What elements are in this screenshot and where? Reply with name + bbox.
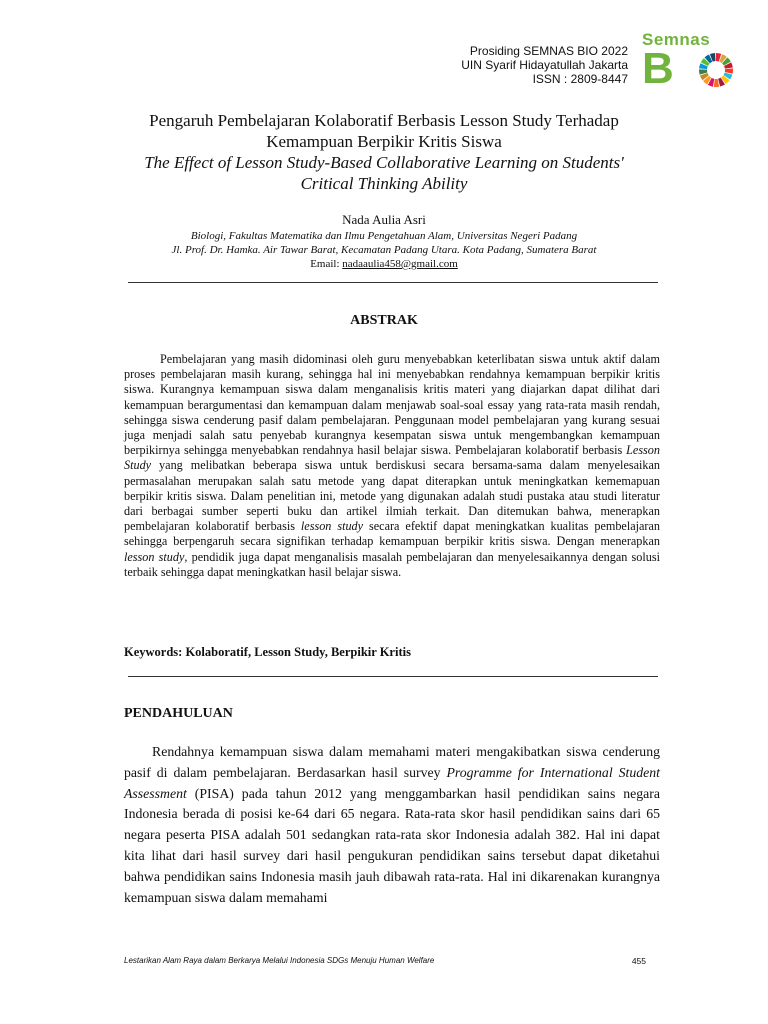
footer-tagline: Lestarikan Alam Raya dalam Berkarya Melalui Indonesia SDGs Menuju Human Welfare [124, 956, 435, 965]
introduction-body: Rendahnya kemampuan siswa dalam memahami materi mengakibatkan siswa cenderung pasif di dalam pembelajaran. Berdasarkan hasil survey Programme for International Student Assessment (PISA) pada tahun 2012 yang menggambarkan hasil pendidikan sains negara Indonesia berada di posisi ke-64 dari 65 negara. Rata-rata skor hasil pendidikan sains dari 65 negara peserta PISA adalah 501 sedangkan rata-rata skor Indonesia adalah 382. Hal ini dapat kita lihat dari hasil survey dari hasil pengukuran pendidikan sains tersebut dapat diketahui bahwa pendidikan sains Indonesia masih jauh dibawah rata-rata. Hal ini dikarenakan kurangnya kemampuan siswa dalam memahami [124, 744, 660, 905]
email-link[interactable]: nadaaulia458@gmail.com [342, 258, 458, 270]
abstract-heading: ABSTRAK [350, 313, 418, 328]
logo-letter-b: B [642, 44, 674, 93]
section-heading-introduction: PENDAHULUAN [124, 706, 233, 721]
sdg-wheel-icon [698, 52, 734, 88]
divider-bottom [128, 676, 658, 677]
issn: ISSN : 2809-8447 [532, 72, 628, 86]
title-english: The Effect of Lesson Study-Based Collaborative Learning on Students' Critical Thinking Ability [144, 153, 624, 193]
abstract-body: Pembelajaran yang masih didominasi oleh guru menyebabkan keterlibatan siswa untuk aktif dalam proses pembelajaran masih kurang, sehingga hal ini menyebabkan rendahnya kemampuan berpikir kritis siswa. Kurangnya kemampuan siswa dalam menganalisis kritis materi yang diajarkan dapat dilihat dari kemampuan berargumentasi dan kemampuan dalam menjawab soal-soal essay yang rata-rata masih rendah, sehingga siswa cenderung pasif dalam pembelajaran. Penggunaan model pembelajaran yang kurang sesuai juga menjadi salah satu penyebab kurangnya kesempatan siswa untuk mengembangkan kemampuan berpikirnya sehingga menyebabkan rendahnya hasil belajar siswa. Pembelajaran kolaboratif berbasis Lesson Study yang melibatkan beberapa siswa untuk berdiskusi secara bersama-sama dalam menyelesaikan permasalahan merupakan salah satu metode yang dapat diterapkan untuk meningkatkan kememapuan berpikir kritis siswa. Dalam penelitian ini, metode yang digunakan adalah studi pustaka atau studi literatur dari berbagai sumber seperti buku dan artikel ilmiah terkait. Dan ditemukan bahwa, menerapkan pembelajaran kolaboratif berbasis lesson study secara efektif dapat meningkatkan kualitas pembelajaran sehingga berpengaruh secara signifikan terhadap kemampuan berpikir kritis siswa. Dengan menerapkan lesson study, pendidik juga dapat menganalisis masalah pembelajaran dan menyelesaikannya dengan solusi terbaik sehingga dapat meningkatkan hasil belajar siswa. [124, 352, 660, 579]
logo-word: Semnas [642, 30, 711, 49]
divider-top [128, 282, 658, 283]
semnas-bio-logo [640, 30, 738, 98]
affiliation-line2: Jl. Prof. Dr. Hamka. Air Tawar Barat, Kecamatan Padang Utara. Kota Padang, Sumatera Barat [171, 244, 597, 256]
keywords: Keywords: Kolaboratif, Lesson Study, Berpikir Kritis [124, 645, 411, 659]
proceedings-name: Prosiding SEMNAS BIO 2022 [469, 44, 628, 58]
proceedings-header [461, 44, 628, 86]
sdg-wheel-segment [714, 79, 719, 87]
university-name: UIN Syarif Hidayatullah Jakarta [461, 58, 628, 72]
affiliation-line1: Biologi, Fakultas Matematika dan Ilmu Pengetahuan Alam, Universitas Negeri Padang [190, 230, 578, 242]
page-number: 455 [631, 956, 646, 966]
author-email: Email: nadaaulia458@gmail.com [310, 258, 458, 270]
title-indonesian: Pengaruh Pembelajaran Kolaboratif Berbasis Lesson Study Terhadap Kemampuan Berpikir Kritis Siswa [149, 111, 619, 151]
author-name: Nada Aulia Asri [342, 212, 426, 227]
